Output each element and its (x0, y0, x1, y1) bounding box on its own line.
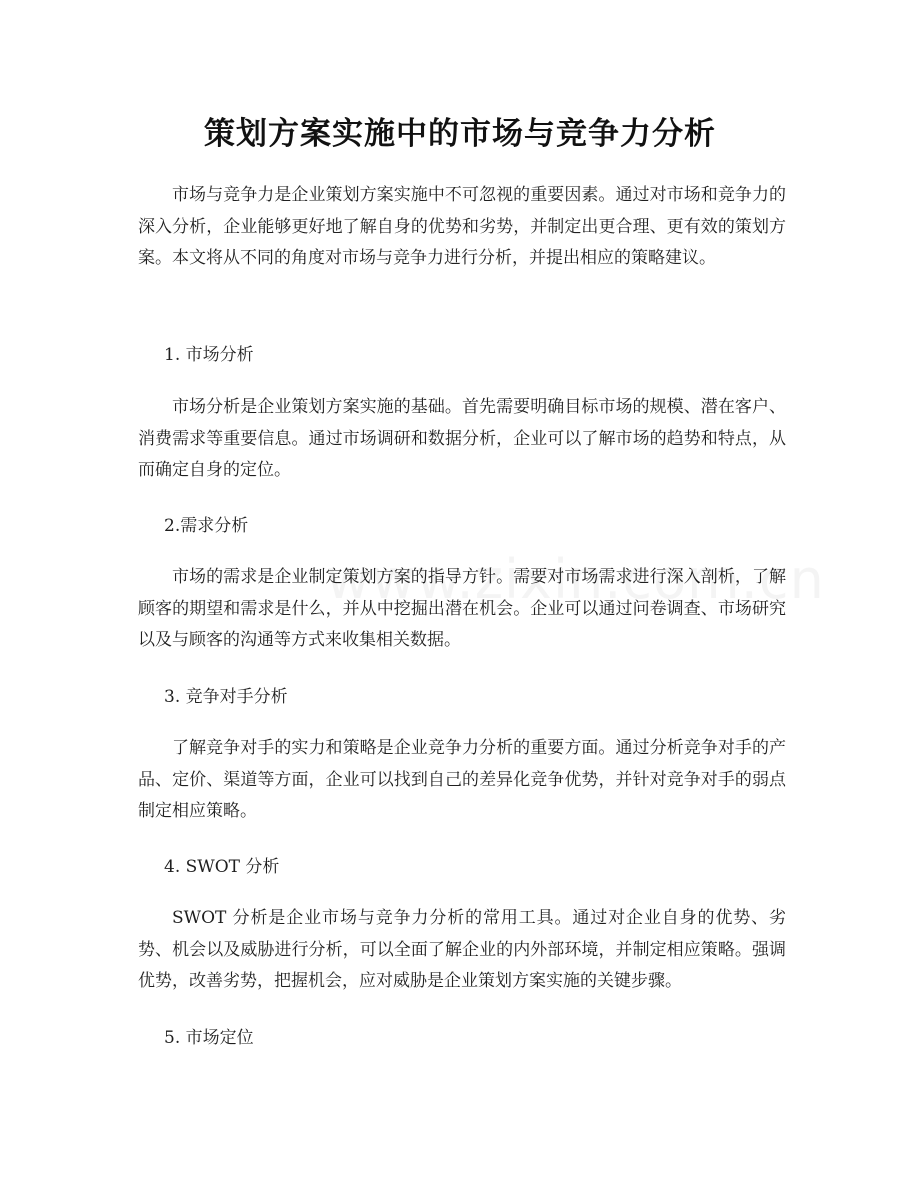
section-heading-market-positioning: 5. 市场定位 (164, 1028, 254, 1048)
section-heading-market-analysis: 1. 市场分析 (164, 345, 254, 365)
section-heading-demand-analysis: 2.需求分析 (164, 516, 249, 536)
intro-paragraph: 市场与竞争力是企业策划方案实施中不可忽视的重要因素。通过对市场和竞争力的深入分析，企业能够更好地了解自身的优势和劣势，并制定出更合理、更有效的策划方案。本文将从不同的角度对市场与竞争力进行分析，并提出相应的策略建议。 (138, 185, 786, 268)
section-paragraph-swot-analysis: SWOT 分析是企业市场与竞争力分析的常用工具。通过对企业自身的优势、劣势、机会以及威胁进行分析，可以全面了解企业的内外部环境，并制定相应策略。强调优势，改善劣势，把握机会，应对威胁是企业策划方案实施的关键步骤。 (138, 908, 786, 991)
section-heading-swot-analysis: 4. SWOT 分析 (164, 857, 280, 877)
section-paragraph-demand-analysis: 市场的需求是企业制定策划方案的指导方针。需要对市场需求进行深入剖析，了解顾客的期望和需求是什么，并从中挖掘出潜在机会。企业可以通过问卷调查、市场研究以及与顾客的沟通等方式来收集相关数据。 (138, 567, 786, 650)
section-paragraph-market-analysis: 市场分析是企业策划方案实施的基础。首先需要明确目标市场的规模、潜在客户、消费需求等重要信息。通过市场调研和数据分析，企业可以了解市场的趋势和特点，从而确定自身的定位。 (138, 397, 786, 480)
section-heading-competitor-analysis: 3. 竞争对手分析 (164, 687, 288, 707)
document-title: 策划方案实施中的市场与竞争力分析 (204, 116, 716, 152)
section-paragraph-competitor-analysis: 了解竞争对手的实力和策略是企业竞争力分析的重要方面。通过分析竞争对手的产品、定价、渠道等方面，企业可以找到自己的差异化竞争优势，并针对竞争对手的弱点制定相应策略。 (138, 738, 786, 821)
